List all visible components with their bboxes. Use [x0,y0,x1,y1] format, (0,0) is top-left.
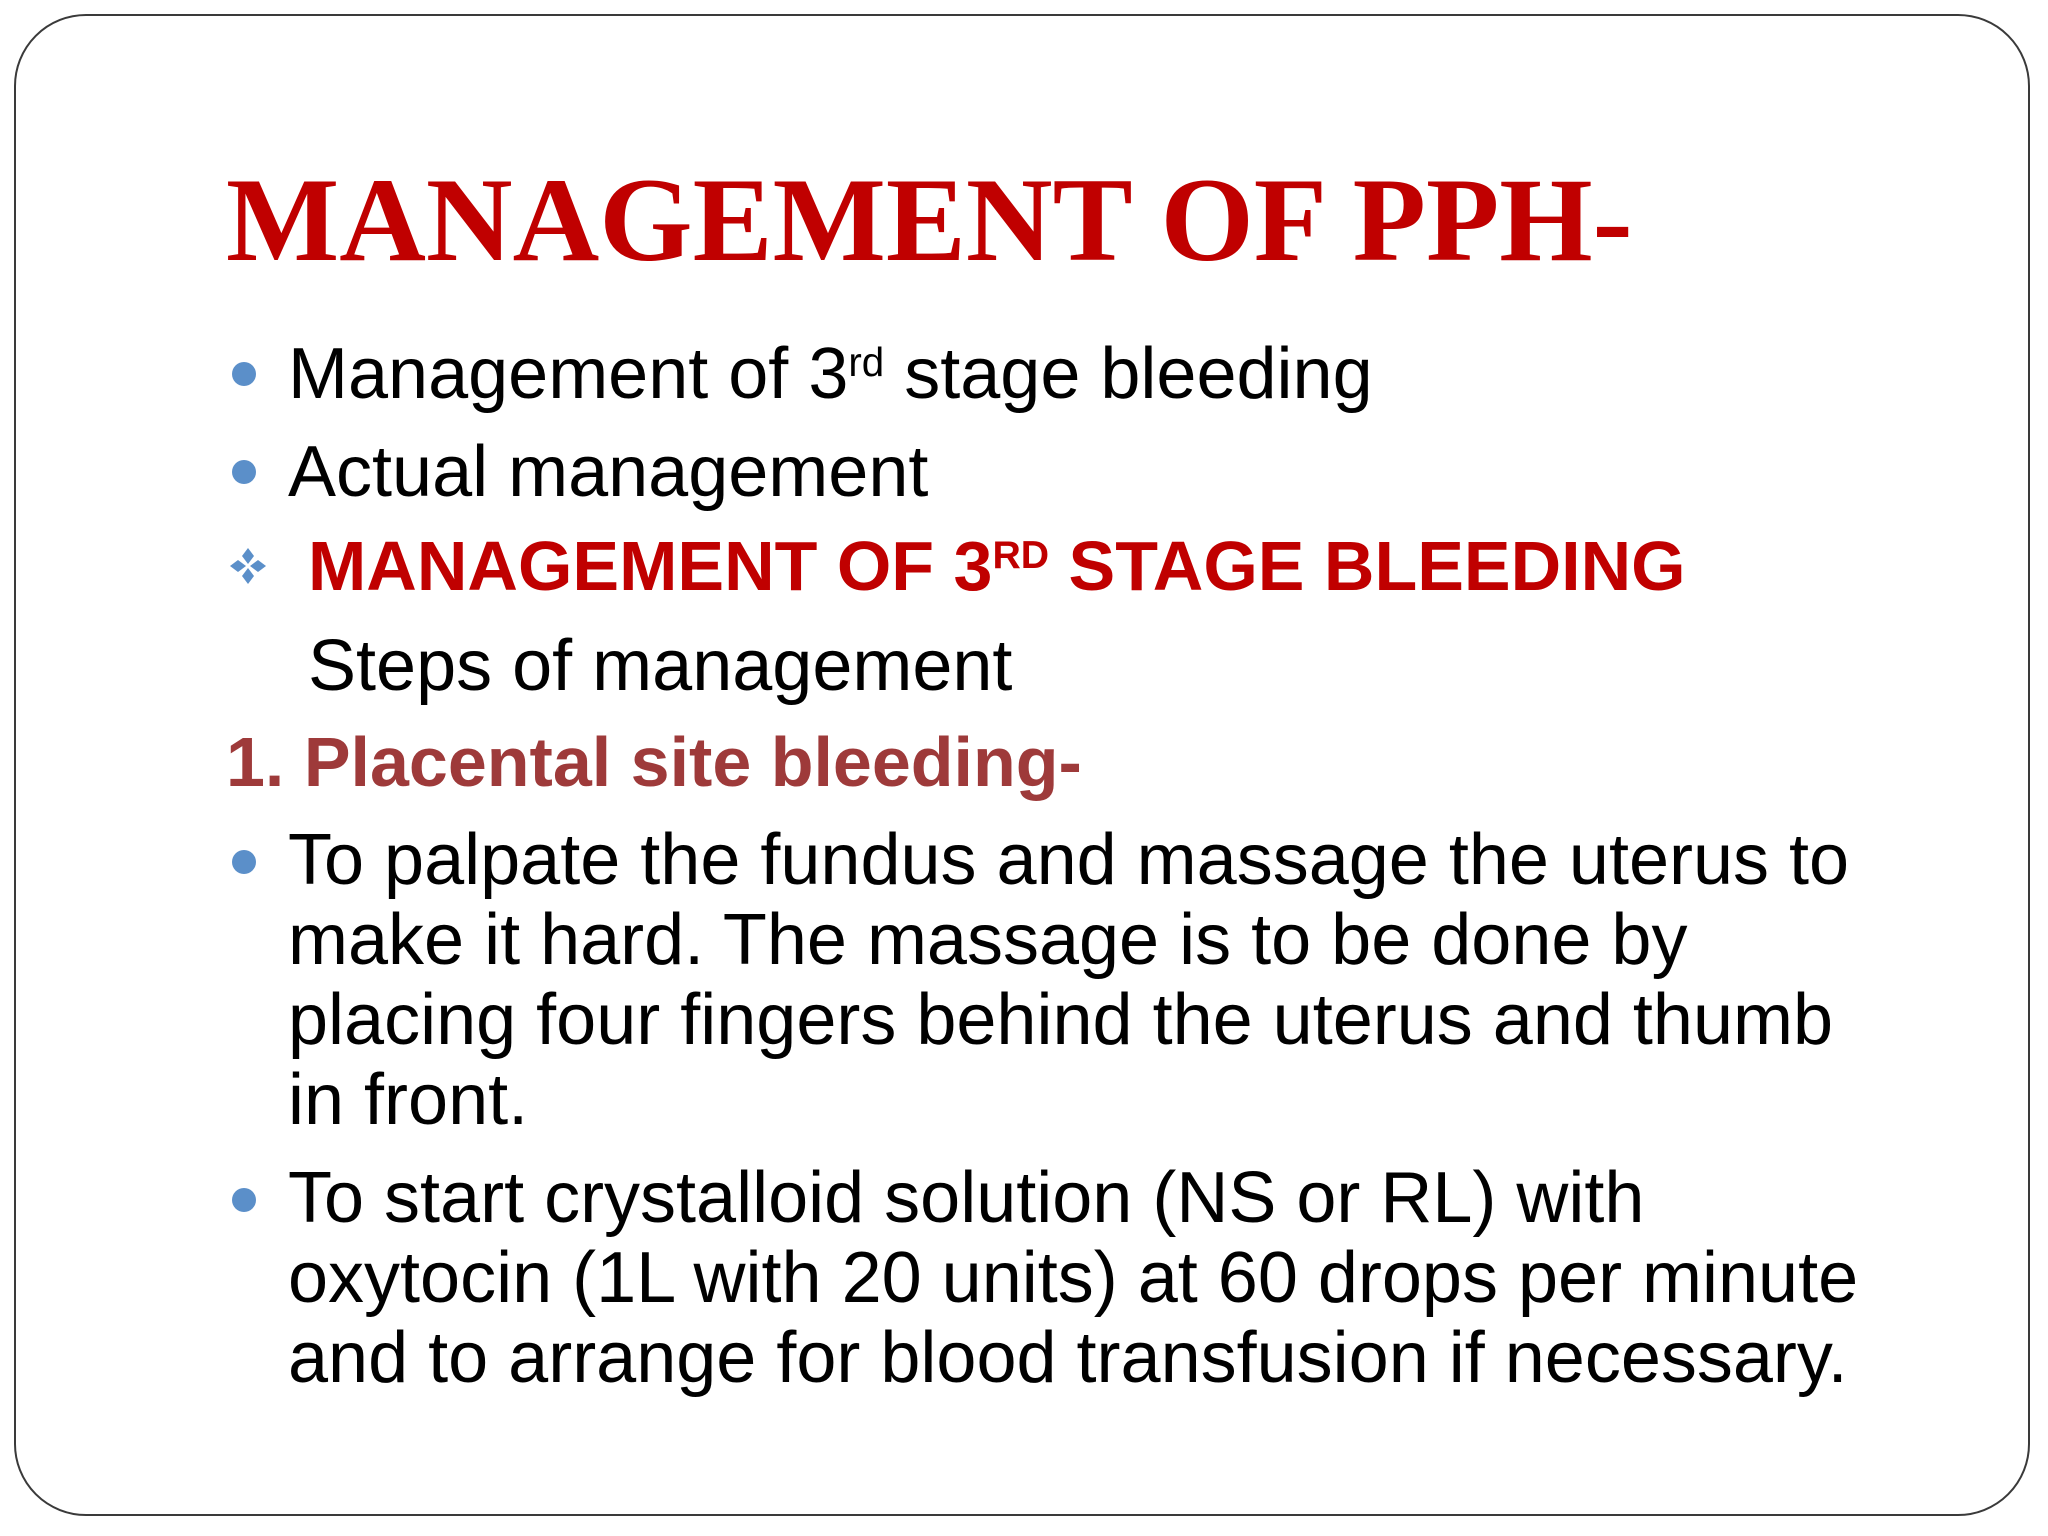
bullet-text-part: Management of 3 [288,334,849,414]
section-heading-part: STAGE BLEEDING [1049,527,1686,605]
superscript: RD [992,534,1050,578]
paragraph-line: and to arrange for blood transfusion if necessary. [288,1318,1848,1398]
bullet-dot-icon [232,1188,256,1212]
paragraph-line: To palpate the fundus and massage the uterus to [288,820,1850,900]
bullet-dot-icon [232,362,256,386]
paragraph-line: placing four fingers behind the uterus and thumb [288,980,1834,1060]
step-1-heading: 1. Placental site bleeding- [226,723,1082,801]
bullet-text-part: stage bleeding [884,334,1373,414]
paragraph-line: oxytocin (1L with 20 units) at 60 drops per minute [288,1238,1859,1318]
step-1-bullet-massage [288,820,1849,1140]
four-diamond-icon [228,546,268,586]
paragraph-line: To start crystalloid solution (NS or RL) with [288,1158,1645,1238]
paragraph-line: in front. [288,1060,529,1140]
slide-title: MANAGEMENT OF PPH- [226,153,1633,286]
section-heading-part: MANAGEMENT OF 3 [308,527,993,605]
steps-label: Steps of management [308,626,1013,706]
bullet-dot-icon [232,850,256,874]
step-1-bullet-crystalloid [288,1158,1858,1398]
paragraph-line: make it hard. The massage is to be done by [288,900,1688,980]
bullet-dot-icon [232,460,256,484]
bullet-item-third-stage [288,334,1373,414]
superscript: rd [848,338,885,385]
section-heading [308,526,1686,606]
bullet-item-actual-management: Actual management [288,432,929,512]
